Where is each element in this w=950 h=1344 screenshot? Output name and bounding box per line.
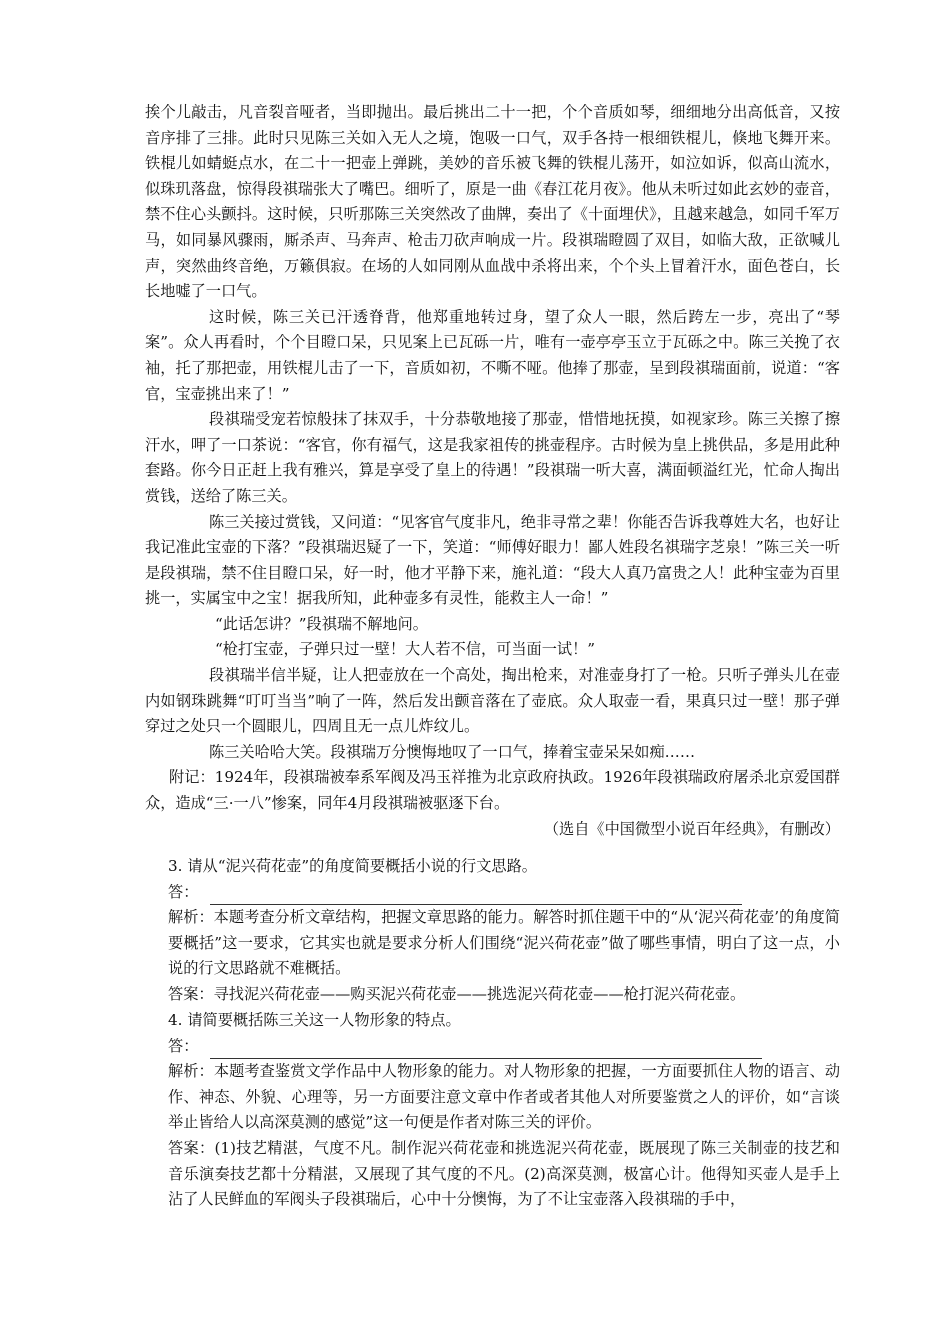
source-citation: （选自《中国微型小说百年经典》，有删改）: [543, 819, 840, 838]
answer-line: [168, 1034, 840, 1060]
answer-blank[interactable]: [210, 1040, 762, 1059]
answer-blank[interactable]: [210, 886, 742, 905]
answer-line: [168, 880, 840, 906]
answer-label: 答：: [168, 1036, 199, 1055]
story-body: [145, 100, 840, 842]
story-paragraph: 段祺瑞受宠若惊般抹了抹双手，十分恭敬地接了那壶，惜惜地抚摸，如视家珍。陈三关擦了擦汗水，呷了一口茶说：“客官，你有福气，这是我家祖传的挑壶程序。古时候为皇上挑供品，多是用此种套路。你今日正赶上我有雅兴，算是享受了皇上的待遇！”段祺瑞一听大喜，满面顿溢红光，忙命人掏出赏钱，送给了陈三关。: [145, 410, 840, 505]
story-paragraph: 陈三关接过赏钱，又问道：“见客官气度非凡，绝非寻常之辈！你能否告诉我尊姓大名，也好让我记准此宝壶的下落？”段祺瑞迟疑了一下，笑道：“师傅好眼力！鄙人姓段名祺瑞字芝泉！”陈三关一听是段祺瑞，禁不住目瞪口呆，好一时，他才平静下来，施礼道：“段大人真乃富贵之人！此种宝壶为百里挑一，实属宝中之宝！据我所知，此种壶多有灵性，能救主人一命！”: [145, 512, 840, 608]
story-paragraph: “此话怎讲？”段祺瑞不解地问。: [215, 614, 428, 633]
story-paragraph: 这时候，陈三关已汗透脊背，他郑重地转过身，望了众人一眼，然后跨左一步，亮出了“琴案”。众人再看时，个个目瞪口呆，只见案上已瓦砾一片，唯有一壶亭亭玉立于瓦砾之中。陈三关挽了衣袖，托了那把壶，用铁棍儿击了一下，音质如初，不嘶不哑。他捧了那壶，呈到段祺瑞面前，说道：“客官，宝壶挑出来了！”: [145, 307, 840, 403]
appendix-note: 附记：1924年，段祺瑞被奉系军阀及冯玉祥推为北京政府执政。1926年段祺瑞政府屠杀北京爱国群众，造成“三·一八”惨案，同年4月段祺瑞被驱逐下台。: [145, 768, 840, 813]
question-4: 4. 请简要概括陈三关这一人物形象的特点。: [168, 1011, 461, 1029]
answer-3: 答案：寻找泥兴荷花壶——购买泥兴荷花壶——挑选泥兴荷花壶——枪打泥兴荷花壶。: [168, 984, 746, 1003]
story-paragraph: 段祺瑞半信半疑，让人把壶放在一个高处，掏出枪来，对准壶身打了一枪。只听子弹头儿在壶内如钢珠跳舞“叮叮当当”响了一阵，然后发出颤音落在了壶底。众人取壶一看，果真只过一壁！那子弹穿过之处只一个圆眼儿，四周且无一点儿炸纹儿。: [145, 666, 840, 736]
story-paragraph: 陈三关哈哈大笑。段祺瑞万分懊悔地叹了一口气，捧着宝壶呆呆如痴……: [209, 742, 695, 761]
question-3: 3. 请从“泥兴荷花壶”的角度简要概括小说的行文思路。: [168, 857, 537, 875]
story-paragraph: 挨个儿敲击，凡音裂音哑者，当即抛出。最后挑出二十一把，个个音质如琴，细细地分出高低音，又按音序排了三排。此时只见陈三关如入无人之境，饱吸一口气，双手各持一根细铁棍儿，倏地飞舞开来。铁棍儿如蜻蜓点水，在二十一把壶上弹跳，美妙的音乐被飞舞的铁棍儿荡开，如泣如诉，似高山流水，似珠玑落盘，惊得段祺瑞张大了嘴巴。细听了，原是一曲《春江花月夜》。他从未听过如此玄妙的壶音，禁不住心头颤抖。这时候，只听那陈三关突然改了曲牌，奏出了《十面埋伏》，且越来越急，如同千军万马，如同暴风骤雨，厮杀声、马奔声、枪击刀砍声响成一片。段祺瑞瞪圆了双目，如临大敌，正欲喊儿声，突然曲终音绝，万籁俱寂。在场的人如同刚从血战中杀将出来，个个头上冒着汗水，面色苍白，长长地嘘了一口气。: [145, 103, 840, 301]
answer-4: 答案：(1)技艺精湛，气度不凡。制作泥兴荷花壶和挑选泥兴荷花壶，既展现了陈三关制壶的技艺和音乐演奏技艺都十分精湛，又展现了其气度的不凡。(2)高深莫测，极富心计。他得知买壶人是手上沾了人民鲜血的军阀头子段祺瑞后，心中十分懊悔，为了不让宝壶落入段祺瑞的手中，: [168, 1138, 840, 1209]
question-3-block: [168, 854, 840, 1008]
question-4-block: [168, 1008, 840, 1213]
analysis-4: 解析：本题考查鉴赏文学作品中人物形象的能力。对人物形象的把握，一方面要抓住人物的语言、动作、神态、外貌、心理等，另一方面要注意文章中作者或者其他人对所要鉴赏之人的评价，如“言谈举止皆给人以高深莫测的感觉”这一句便是作者对陈三关的评价。: [168, 1062, 840, 1132]
analysis-3: 解析：本题考查分析文章结构，把握文章思路的能力。解答时抓住题干中的“从‘泥兴荷花壶’的角度简要概括”这一要求，它其实也就是要求分析人们围绕“泥兴荷花壶”做了哪些事情，明白了这一点，小说的行文思路就不难概括。: [168, 908, 840, 978]
story-paragraph: “枪打宝壶，子弹只过一壁！大人若不信，可当面一试！”: [215, 640, 596, 659]
answer-label: 答：: [168, 882, 199, 901]
